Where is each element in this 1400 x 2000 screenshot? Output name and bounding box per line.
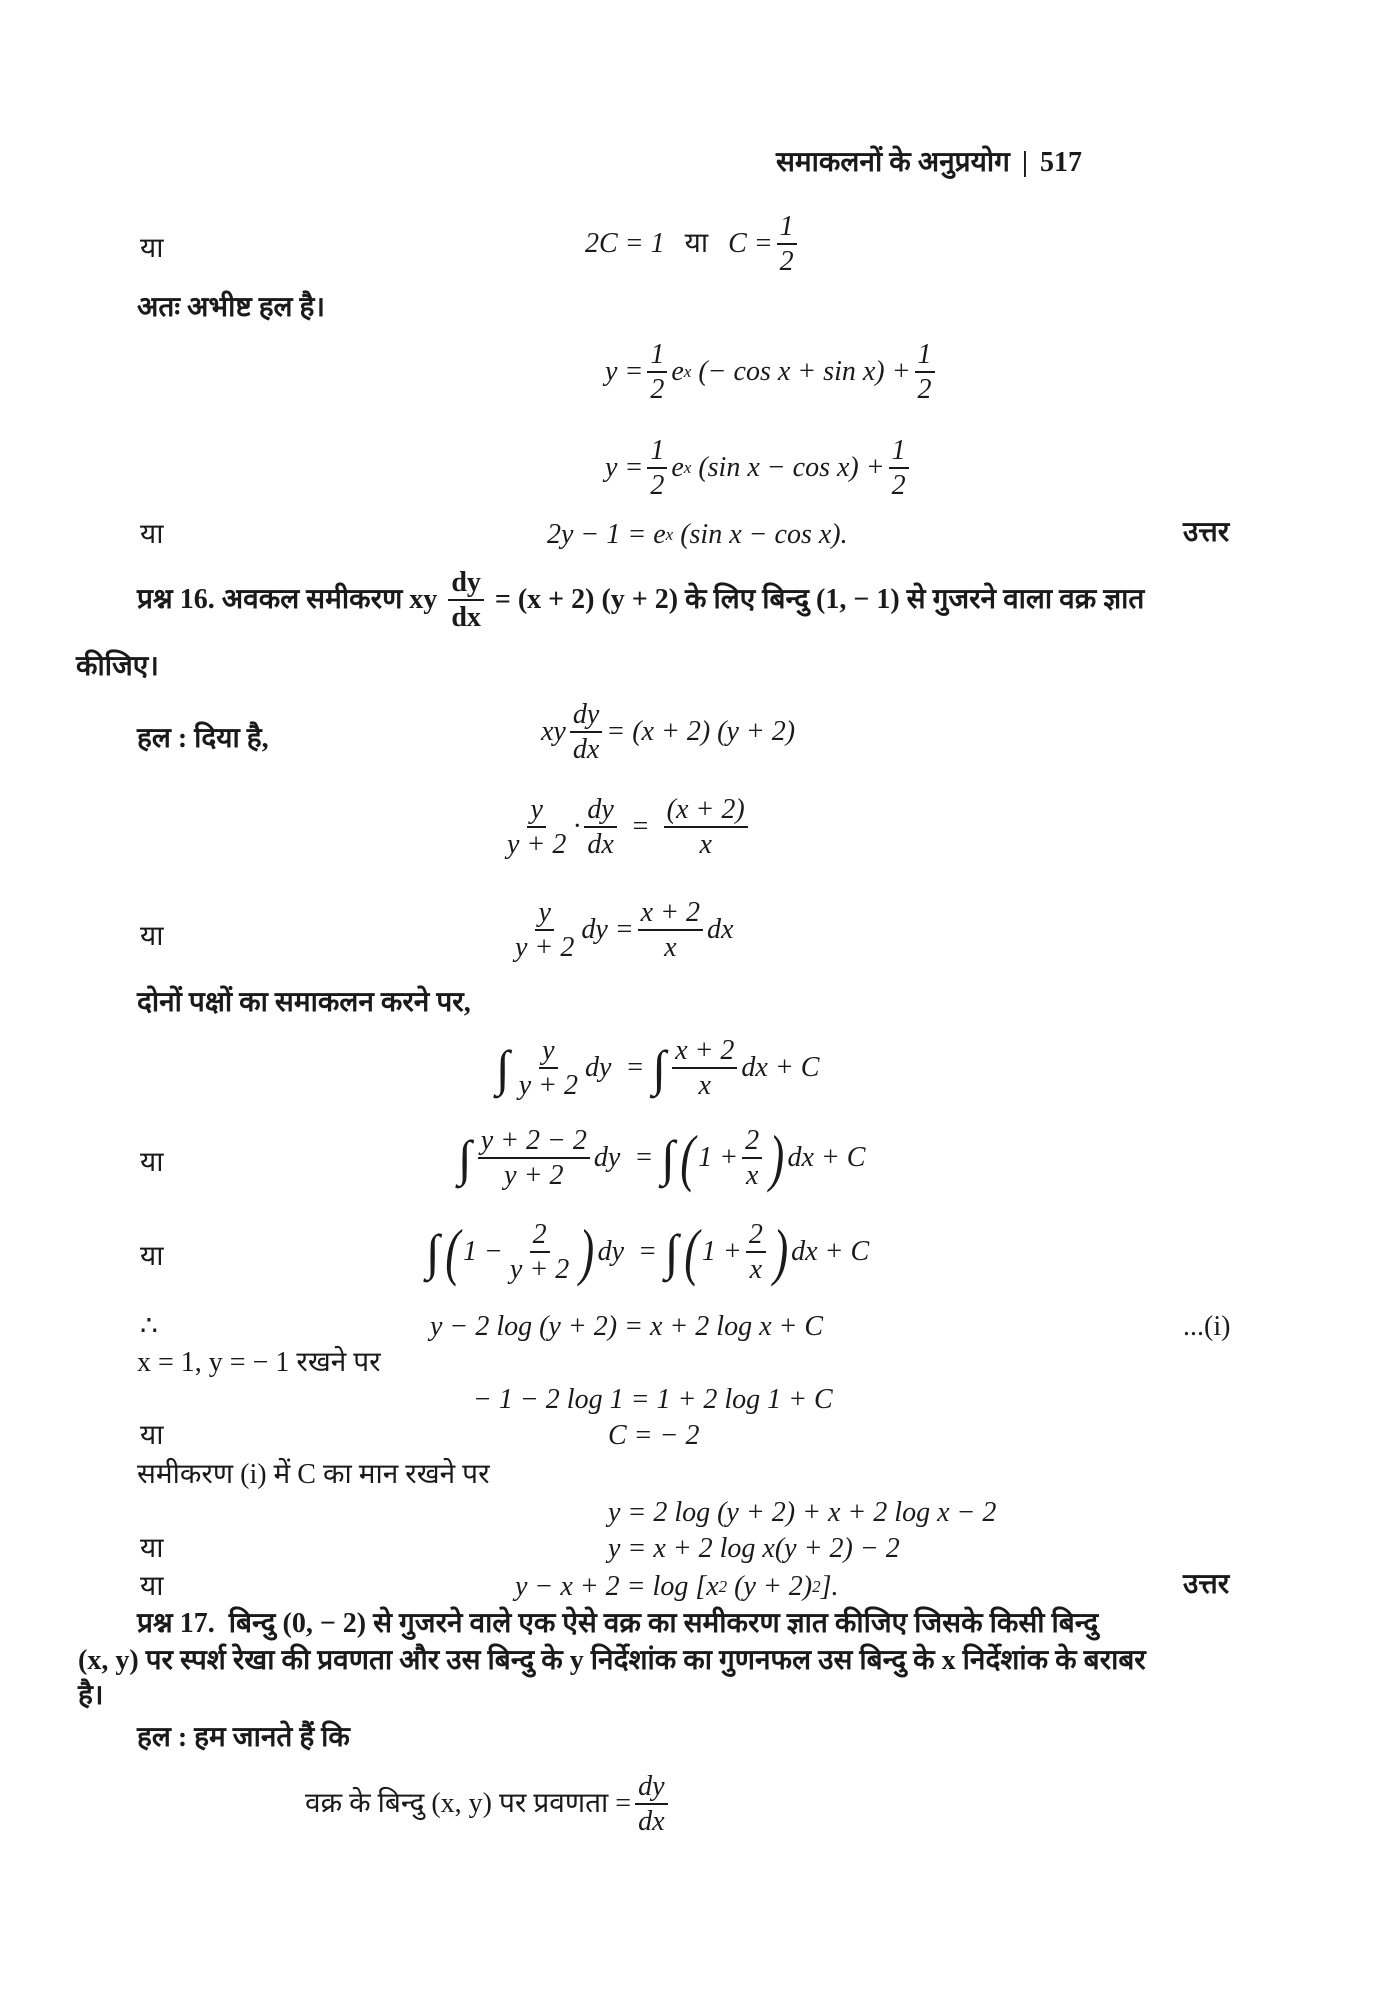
therefore-symbol: ∴ [140, 1311, 158, 1342]
eq-part: y = [605, 355, 644, 387]
integral-sign: ∫ [496, 1040, 510, 1097]
eq-part: dy = [597, 1235, 657, 1267]
denominator: x [664, 932, 677, 964]
numerator: 1 [647, 436, 667, 469]
equation [500, 795, 752, 860]
eq-part: ]. [820, 1571, 839, 1602]
eq-part: xy [541, 715, 566, 747]
equation [508, 898, 733, 963]
numerator: 2 [746, 1220, 766, 1253]
eq-part: = [630, 810, 650, 842]
integral-sign: ∫ [661, 1130, 675, 1187]
superscript: x [665, 525, 674, 545]
numerator: y [527, 795, 545, 828]
text-line: समीकरण (i) में C का मान रखने पर [137, 1459, 490, 1490]
denominator: y + 2 [515, 932, 575, 964]
paren: ( [683, 1216, 699, 1288]
eq-part: 1 + [698, 1141, 739, 1173]
eq-part: 1 + [701, 1235, 742, 1267]
fraction [889, 436, 909, 501]
chapter-title: समाकलनों के अनुप्रयोग [776, 147, 1010, 178]
denominator: y + 2 [518, 1070, 579, 1102]
answer-mark: उत्तर [1183, 517, 1230, 548]
text-line: दोनों पक्षों का समाकलन करने पर, [137, 987, 471, 1018]
denominator: dx [638, 1806, 665, 1838]
word-ya: या [140, 1147, 164, 1178]
fraction [647, 436, 667, 501]
numerator: 2 [742, 1126, 762, 1159]
superscript: x [683, 458, 692, 478]
eq-part: dx + C [791, 1235, 870, 1267]
fraction [777, 212, 797, 277]
word-ya: या [684, 227, 709, 259]
eq-part: dx [706, 913, 734, 945]
question-17 [137, 1609, 1098, 1640]
numerator: x + 2 [638, 898, 703, 931]
equation: − 1 − 2 log 1 = 1 + 2 log 1 + C [473, 1384, 833, 1415]
eq-part: dy = [585, 1051, 645, 1083]
question-label: प्रश्न 17. [137, 1608, 215, 1639]
denominator: x [749, 1254, 763, 1286]
numerator: dy [448, 568, 484, 601]
fraction [746, 1220, 766, 1285]
page-number: 517 [1040, 147, 1083, 178]
integral-sign: ∫ [426, 1224, 440, 1281]
fraction [915, 340, 935, 405]
equation: C = − 2 [608, 1420, 700, 1451]
eq-part: dx + C [787, 1141, 866, 1173]
denominator: y + 2 [507, 829, 567, 861]
denominator: x [699, 829, 712, 861]
fraction [672, 1036, 737, 1101]
numerator: 1 [915, 340, 935, 373]
eq-c-half [585, 212, 801, 277]
numerator: (x + 2) [664, 795, 748, 828]
word-ya: या [140, 1420, 164, 1451]
fraction [742, 1126, 762, 1191]
equation [605, 340, 939, 405]
numerator: dy [584, 795, 616, 828]
eq-part: 1 − [463, 1235, 503, 1267]
eq-part: (sin x − cos x) + [691, 451, 885, 483]
solution-label: हल : दिया है, [137, 723, 269, 754]
paren: ) [769, 1122, 785, 1194]
denominator: y + 2 [504, 1160, 564, 1192]
fraction [584, 795, 616, 860]
fraction [448, 568, 484, 633]
equation: y = 2 log (y + 2) + x + 2 log x − 2 [608, 1497, 997, 1528]
eq-part: y = [605, 451, 644, 483]
equation [515, 1572, 839, 1603]
numerator: y + 2 − 2 [478, 1126, 590, 1159]
fraction [635, 1772, 667, 1837]
paren: ) [579, 1216, 595, 1288]
fraction [507, 1220, 572, 1285]
denominator: dx [451, 602, 481, 634]
eq-part: = (x + 2) (y + 2) [606, 715, 796, 747]
header-separator: | [1021, 147, 1029, 178]
denominator: dx [572, 734, 600, 766]
superscript: 2 [718, 1577, 728, 1597]
equation [547, 520, 848, 551]
equation [605, 436, 913, 501]
superscript: x [683, 362, 692, 382]
denominator: 2 [891, 470, 906, 502]
word-ya: या [140, 233, 164, 264]
eq-part: dy = [581, 913, 634, 945]
eq-part: dx + C [741, 1051, 820, 1083]
word-ya: या [140, 921, 164, 952]
integral-sign: ∫ [458, 1130, 472, 1187]
word-ya: या [140, 1571, 164, 1602]
question-text: अवकल समीकरण xy [214, 583, 445, 615]
numerator: 1 [889, 436, 909, 469]
numerator: dy [635, 1772, 667, 1805]
denominator: 2 [917, 374, 932, 406]
question-16-cont: कीजिए। [76, 651, 159, 682]
numerator: x + 2 [672, 1036, 737, 1069]
equation [426, 1216, 870, 1288]
integral-sign: ∫ [652, 1040, 667, 1097]
eq-part: (− cos x + sin x) + [691, 355, 911, 387]
answer-mark: उत्तर [1183, 1569, 1230, 1600]
text-line: अतः अभीष्ट हल है। [137, 292, 326, 323]
superscript: 2 [812, 1577, 821, 1597]
eq-part: C = [728, 227, 773, 259]
equation-tag: ...(i) [1183, 1311, 1231, 1342]
eq-part: (sin x − cos x). [673, 519, 848, 550]
denominator: 2 [650, 374, 665, 406]
fraction [478, 1126, 590, 1191]
question-17-line2: (x, y) पर स्पर्श रेखा की प्रवणता और उस बिन्दु के y निर्देशांक का गुणनफल उस बिन्दु के x निर्देशांक के बराबर [78, 1645, 1146, 1676]
eq-part: e [671, 451, 684, 483]
fraction [504, 795, 569, 860]
equation [458, 1122, 866, 1194]
question-label: प्रश्न 16. [137, 583, 215, 615]
paren: ) [773, 1216, 788, 1288]
question-text: बिन्दु (0, − 2) से गुजरने वाले एक ऐसे वक्र का समीकरण ज्ञात कीजिए जिसके किसी बिन्दु [214, 1608, 1099, 1639]
numerator: y [539, 1036, 557, 1069]
fraction [570, 700, 602, 765]
denominator: x [745, 1160, 759, 1192]
eq-part: e [671, 355, 684, 387]
numerator: dy [570, 700, 602, 733]
numerator: 2 [530, 1220, 550, 1253]
question-16 [137, 568, 1144, 633]
integral-sign: ∫ [664, 1224, 679, 1281]
paren: ( [444, 1216, 460, 1288]
denominator: y + 2 [509, 1254, 570, 1286]
equation [541, 700, 795, 765]
fraction [512, 898, 577, 963]
eq-part: 2C = 1 [585, 227, 665, 259]
denominator: 2 [779, 246, 794, 278]
question-text: = (x + 2) (y + 2) के लिए बिन्दु (1, − 1) से गुजरने वाला वक्र ज्ञात [487, 583, 1145, 615]
eq-part: y − x + 2 = log [x [515, 1571, 719, 1602]
denominator: dx [587, 829, 614, 861]
denominator: x [698, 1070, 711, 1102]
word-ya: या [140, 1533, 164, 1564]
fraction [516, 1036, 581, 1101]
eq-part: 2y − 1 = e [547, 519, 666, 550]
paren: ( [680, 1122, 696, 1194]
word-ya: या [140, 519, 164, 550]
numerator: 1 [647, 340, 667, 373]
fraction [664, 795, 748, 860]
fraction [647, 340, 667, 405]
numerator: 1 [777, 212, 797, 245]
equation: y = x + 2 log x(y + 2) − 2 [608, 1533, 900, 1564]
eq-part: वक्र के बिन्दु (x, y) पर प्रवणता = [305, 1787, 632, 1819]
fraction [638, 898, 703, 963]
question-17-line3: है। [78, 1680, 104, 1711]
solution-label: हल : हम जानते हैं कि [137, 1722, 350, 1753]
eq-part: (y + 2) [727, 1571, 813, 1602]
equation [496, 1036, 819, 1101]
equation-i: y − 2 log (y + 2) = x + 2 log x + C [430, 1311, 824, 1342]
text-line: x = 1, y = − 1 रखने पर [137, 1347, 381, 1378]
word-ya: या [140, 1241, 164, 1272]
equation [305, 1772, 672, 1837]
denominator: 2 [650, 470, 665, 502]
running-header [776, 148, 1082, 179]
numerator: y [535, 898, 553, 931]
eq-part: · [573, 810, 581, 842]
eq-part: dy = [593, 1141, 654, 1173]
